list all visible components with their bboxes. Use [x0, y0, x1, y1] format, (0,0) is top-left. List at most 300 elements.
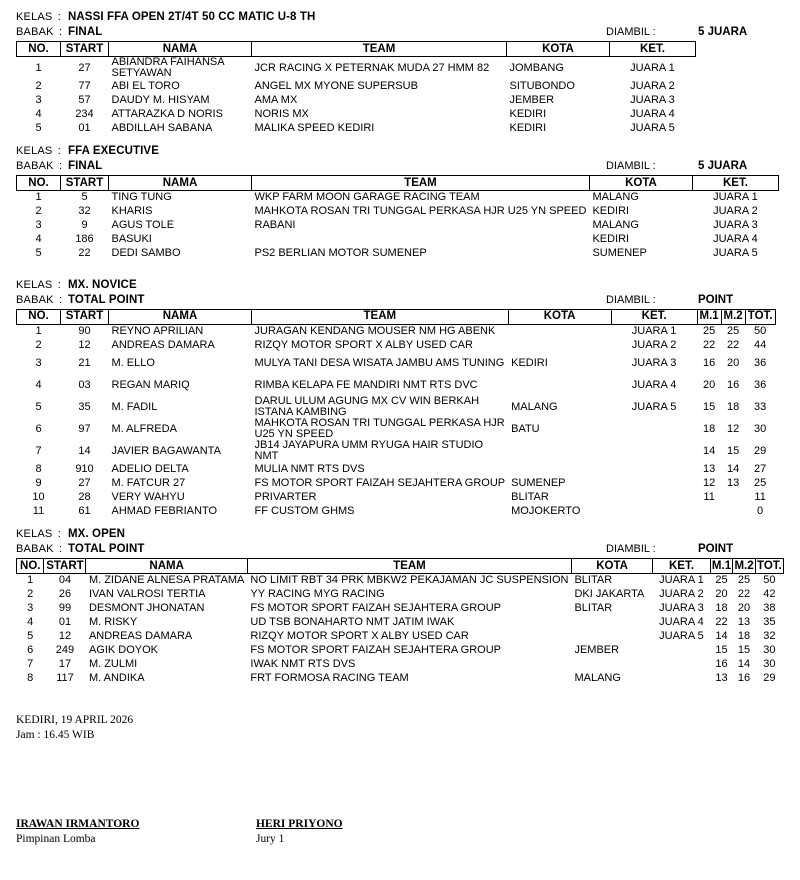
cell-no: 5: [27, 630, 34, 642]
cell-ket: JUARA 1: [659, 574, 704, 587]
cell-ket: [611, 462, 697, 476]
cell-no: 2: [35, 205, 42, 217]
cell-nama: M. FATCUR 27: [111, 476, 186, 489]
cell-kota: [508, 324, 611, 338]
cell-start: 14: [78, 444, 91, 457]
cell-kota: DKI JAKARTA: [574, 588, 645, 600]
cell-team: MALIKA SPEED KEDIRI: [254, 121, 375, 134]
cell-no: 4: [35, 378, 42, 391]
cell-m2: 25: [726, 324, 740, 337]
cell-team: PRIVARTER: [254, 490, 317, 503]
cell-nama: BASUKI: [111, 233, 152, 245]
cell-team: RIMBA KELAPA FE MANDIRI NMT RTS DVC: [254, 378, 478, 391]
table-row: [17, 504, 776, 518]
table-row: [17, 247, 779, 261]
cell-start: 35: [78, 400, 91, 413]
cell-m2: 16: [726, 378, 740, 391]
cell-tot: 36: [753, 356, 767, 369]
cell-kota: KEDIRI: [592, 233, 630, 245]
cell-nama: M. ELLO: [111, 356, 155, 369]
table-header-row: [17, 176, 779, 191]
table-row: [17, 352, 776, 374]
cell-ket: [653, 672, 711, 686]
col-header-tot: TOT.: [757, 559, 782, 572]
cell-team: NORIS MX: [254, 107, 309, 120]
babak-row: [16, 293, 784, 308]
cell-tot: 29: [763, 672, 776, 684]
cell-nama: ABIANDRA FAIHANSA SETYAWAN: [111, 56, 224, 79]
cell-m2: 12: [726, 422, 740, 435]
cell-start: 04: [58, 574, 72, 587]
section-gap: [16, 136, 784, 144]
cell-kota: KEDIRI: [511, 356, 548, 369]
cell-nama: M. ALFREDA: [111, 422, 177, 435]
cell-ket: JUARA 2: [713, 205, 758, 217]
table-row: [17, 658, 784, 672]
cell-nama: ATTARAZKA D NORIS: [111, 107, 223, 120]
table-header-row: [17, 559, 784, 574]
col-header-start: START: [61, 309, 109, 324]
cell-team: YY RACING MYG RACING: [250, 588, 385, 600]
cell-ket: [611, 476, 697, 490]
cell-start: 27: [78, 476, 91, 489]
cell-no: 1: [35, 61, 42, 74]
cell-kota: BLITAR: [574, 574, 613, 587]
kelas-value: MX. NOVICE: [68, 278, 137, 291]
diambil-label: DIAMBIL :: [606, 543, 656, 555]
babak-value: TOTAL POINT: [68, 293, 145, 306]
cell-no: 7: [35, 444, 42, 457]
cell-ket: JUARA 2: [631, 338, 677, 351]
cell-m2: 25: [737, 574, 751, 587]
babak-label: BABAK :: [16, 543, 63, 555]
section-gap: [16, 519, 784, 527]
table-row: [17, 574, 784, 588]
diambil-label: DIAMBIL :: [606, 293, 656, 306]
cell-ket: JUARA 2: [659, 588, 704, 600]
cell-tot: 50: [753, 324, 767, 337]
cell-tot: 33: [753, 400, 767, 413]
cell-team: [252, 233, 590, 247]
cell-ket: JUARA 4: [713, 233, 758, 245]
cell-nama: M. ZULMI: [88, 658, 138, 670]
cell-ket: JUARA 1: [713, 191, 758, 204]
footer-place-date: KEDIRI, 19 APRIL 2026: [16, 713, 134, 726]
cell-m2: 18: [737, 630, 751, 642]
table-row: [17, 462, 776, 476]
cell-m2: 20: [726, 356, 740, 369]
cell-m2: 14: [726, 462, 740, 475]
cell-nama: ADELIO DELTA: [111, 462, 189, 475]
cell-m1: 20: [702, 378, 716, 391]
cell-start: 77: [78, 79, 91, 92]
cell-nama: TING TUNG: [111, 191, 172, 204]
babak-row: [16, 159, 784, 174]
table-row: [17, 602, 784, 616]
babak-label: BABAK :: [16, 293, 63, 306]
cell-start: 90: [78, 324, 91, 337]
cell-kota: MALANG: [592, 219, 639, 231]
cell-no: 6: [27, 644, 34, 656]
cell-start: 17: [58, 658, 72, 670]
cell-team: FRT FORMOSA RACING TEAM: [250, 672, 409, 684]
cell-m1: 15: [715, 644, 728, 656]
cell-no: 1: [27, 574, 34, 587]
cell-no: 9: [35, 476, 42, 489]
cell-ket: JUARA 1: [631, 324, 677, 337]
cell-start: 234: [75, 107, 94, 120]
col-header-start: START: [61, 42, 109, 57]
cell-m2: 14: [737, 658, 751, 670]
cell-team: FS MOTOR SPORT FAIZAH SEJAHTERA GROUP: [254, 476, 506, 489]
results-table: [16, 558, 784, 686]
cell-tot: 29: [753, 444, 767, 457]
cell-no: 11: [32, 504, 45, 517]
cell-nama: ABDILLAH SABANA: [111, 121, 213, 134]
diambil-label: DIAMBIL :: [606, 160, 656, 172]
table-row: [17, 396, 776, 418]
section-1: [16, 144, 784, 261]
cell-team: JCR RACING X PETERNAK MUDA 27 HMM 82: [254, 61, 490, 74]
cell-m1: 11: [703, 490, 715, 503]
cell-nama: KHARIS: [111, 205, 153, 217]
babak-row: [16, 25, 784, 40]
cell-start: 99: [58, 602, 72, 614]
cell-tot: 35: [763, 616, 776, 628]
sections-container: [16, 10, 784, 695]
cell-no: 1: [35, 191, 42, 204]
table-row: [17, 588, 784, 602]
cell-tot: 50: [763, 574, 776, 587]
cell-no: 5: [35, 247, 42, 259]
table-row: [17, 440, 776, 462]
cell-tot: 27: [753, 462, 767, 475]
cell-m1: [697, 504, 721, 518]
cell-nama: AHMAD FEBRIANTO: [111, 504, 218, 517]
col-header-tot: TOT.: [745, 309, 775, 324]
table-row: [17, 418, 776, 440]
col-header-kota: KOTA: [589, 176, 692, 191]
cell-m2: 15: [726, 444, 740, 457]
footer-time: Jam : 16.45 WIB: [16, 728, 95, 741]
cell-ket: JUARA 5: [631, 400, 677, 413]
cell-no: 1: [35, 324, 42, 337]
cell-m1: 15: [702, 400, 716, 413]
cell-tot: 36: [753, 378, 767, 391]
cell-start: 910: [75, 462, 94, 475]
cell-m1: 16: [702, 356, 716, 369]
kelas-row: [16, 527, 784, 542]
col-header-team: TEAM: [247, 559, 571, 574]
kelas-label: KELAS :: [16, 145, 61, 157]
kelas-value: FFA EXECUTIVE: [68, 145, 159, 157]
col-header-nama: NAMA: [86, 559, 247, 574]
diambil-label: DIAMBIL :: [606, 26, 656, 38]
cell-no: 3: [27, 602, 34, 614]
cell-ket: JUARA 4: [631, 378, 677, 391]
cell-ket: JUARA 3: [659, 602, 704, 614]
cell-start: 32: [78, 205, 91, 217]
kelas-label: KELAS :: [16, 278, 61, 291]
cell-team: PS2 BERLIAN MOTOR SUMENEP: [254, 247, 427, 259]
section-0: [16, 10, 784, 135]
cell-team: FS MOTOR SPORT FAIZAH SEJAHTERA GROUP: [250, 602, 502, 614]
cell-m1: 13: [702, 462, 716, 475]
cell-team: MULIA NMT RTS DVS: [254, 462, 365, 475]
cell-no: 2: [35, 79, 42, 92]
col-header-kota: KOTA: [571, 559, 652, 574]
cell-team: JURAGAN KENDANG MOUSER NM HG ABENK: [254, 324, 496, 337]
cell-team: IWAK NMT RTS DVS: [250, 658, 356, 670]
cell-no: 5: [35, 400, 42, 413]
cell-team: DARUL ULUM AGUNG MX CV WIN BERKAH ISTANA KAMBING: [254, 396, 480, 418]
table-row: [17, 233, 779, 247]
col-header-no: NO.: [17, 559, 44, 574]
cell-m1: 22: [702, 338, 716, 351]
table-row: [17, 644, 784, 658]
table-row: [17, 324, 776, 338]
cell-tot: 0: [757, 504, 764, 517]
table-row: [17, 374, 776, 396]
cell-ket: JUARA 3: [713, 219, 758, 231]
col-header-team: TEAM: [252, 176, 590, 191]
cell-m2: 22: [726, 338, 740, 351]
cell-team: FS MOTOR SPORT FAIZAH SEJAHTERA GROUP: [250, 644, 502, 656]
table-row: [17, 219, 779, 233]
cell-tot: 38: [763, 602, 776, 614]
cell-tot: 30: [753, 422, 767, 435]
col-header-team: TEAM: [252, 42, 507, 57]
table-header-row: [17, 309, 776, 324]
cell-nama: IVAN VALROSI TERTIA: [88, 588, 206, 600]
cell-nama: VERY WAHYU: [111, 490, 185, 503]
section-3: [16, 527, 784, 686]
table-row: [17, 191, 779, 205]
cell-start: 5: [81, 191, 88, 204]
col-header-start: START: [44, 559, 86, 574]
cell-m1: 16: [715, 658, 728, 670]
cell-nama: DAUDY M. HISYAM: [111, 93, 210, 106]
col-header-m1: M.1: [711, 559, 732, 572]
cell-start: 186: [75, 233, 94, 245]
cell-no: 3: [35, 93, 42, 106]
cell-m2: [721, 490, 745, 504]
cell-kota: [571, 630, 652, 644]
cell-m2: 22: [737, 588, 751, 600]
cell-kota: KEDIRI: [592, 205, 630, 217]
cell-start: 22: [78, 247, 91, 259]
cell-no: 4: [27, 616, 34, 628]
diambil-value: POINT: [698, 543, 734, 555]
cell-m1: 20: [715, 588, 728, 600]
babak-row: [16, 542, 784, 557]
cell-kota: MOJOKERTO: [511, 504, 581, 517]
cell-ket: [653, 658, 711, 672]
diambil-value: POINT: [698, 293, 734, 306]
cell-no: 3: [35, 356, 42, 369]
babak-value: FINAL: [68, 160, 103, 172]
cell-ket: JUARA 5: [630, 121, 675, 134]
cell-kota: [571, 658, 652, 672]
signature-0: [16, 817, 256, 847]
cell-nama: ANDREAS DAMARA: [88, 630, 193, 642]
col-header-ket: KET.: [653, 559, 711, 574]
cell-nama: M. ZIDANE ALNESA PRATAMA: [88, 574, 245, 587]
cell-kota: [571, 616, 652, 630]
table-row: [17, 672, 784, 686]
cell-nama: JAVIER BAGAWANTA: [111, 444, 221, 457]
col-header-ket: KET.: [692, 176, 778, 191]
cell-kota: [508, 440, 611, 462]
cell-kota: SUMENEP: [511, 476, 566, 489]
signature-1: [256, 817, 496, 847]
cell-start: 9: [81, 219, 88, 231]
cell-tot: 30: [763, 644, 776, 656]
cell-m2: 20: [737, 602, 751, 614]
cell-team: MULYA TANI DESA WISATA JAMBU AMS TUNING: [254, 356, 505, 369]
kelas-value: NASSI FFA OPEN 2T/4T 50 CC MATIC U-8 TH: [68, 11, 316, 23]
cell-tot: 30: [763, 658, 776, 670]
cell-no: 8: [27, 672, 34, 684]
results-table: [16, 175, 779, 261]
babak-label: BABAK :: [16, 160, 63, 172]
table-row: [17, 338, 776, 352]
section-gap: [16, 262, 784, 278]
table-row: [17, 205, 779, 219]
cell-start: 01: [78, 121, 91, 134]
cell-ket: JUARA 3: [631, 356, 677, 369]
cell-no: 3: [35, 219, 42, 231]
cell-kota: JEMBER: [509, 93, 555, 106]
table-row: [17, 57, 696, 80]
cell-team: FF CUSTOM GHMS: [254, 504, 355, 517]
cell-m2: 16: [737, 672, 751, 684]
table-row: [17, 93, 696, 107]
cell-no: 2: [27, 588, 34, 600]
kelas-label: KELAS :: [16, 11, 61, 23]
table-row: [17, 476, 776, 490]
col-header-ket: KET.: [611, 309, 697, 324]
cell-nama: DEDI SAMBO: [111, 247, 181, 259]
col-header-nama: NAMA: [109, 42, 252, 57]
cell-team: MAHKOTA ROSAN TRI TUNGGAL PERKASA HJR U25 YN SPEED: [254, 418, 505, 440]
cell-kota: MALANG: [592, 191, 639, 204]
cell-no: 7: [27, 658, 34, 670]
section-2: [16, 278, 784, 519]
cell-no: 4: [35, 233, 42, 245]
cell-start: 117: [56, 672, 74, 684]
cell-kota: BLITAR: [574, 602, 613, 614]
cell-team: UD TSB BONAHARTO NMT JATIM IWAK: [250, 616, 455, 628]
cell-kota: JEMBER: [574, 644, 620, 656]
cell-ket: JUARA 5: [659, 630, 704, 642]
cell-start: 61: [78, 504, 91, 517]
table-header-row: [17, 42, 696, 57]
col-header-nama: NAMA: [109, 176, 252, 191]
diambil-value: 5 JUARA: [698, 160, 748, 172]
cell-m1: 14: [715, 630, 728, 642]
cell-start: 03: [78, 378, 91, 391]
signature-role: Jury 1: [256, 832, 285, 845]
signature-role: Pimpinan Lomba: [16, 832, 96, 845]
cell-tot: 32: [763, 630, 776, 642]
footer-block: [0, 713, 800, 743]
cell-ket: [611, 504, 697, 518]
cell-kota: SITUBONDO: [509, 79, 575, 92]
results-table: [16, 41, 696, 135]
table-row: [17, 490, 776, 504]
cell-start: 01: [58, 616, 72, 628]
cell-team: MAHKOTA ROSAN TRI TUNGGAL PERKASA HJR U25 YN SPEED: [254, 205, 587, 217]
kelas-value: MX. OPEN: [68, 528, 126, 540]
table-row: [17, 616, 784, 630]
cell-nama: REGAN MARIQ: [111, 378, 190, 391]
cell-nama: ABI EL TORO: [111, 79, 180, 92]
results-table: [16, 309, 776, 519]
cell-team: RABANI: [254, 219, 296, 231]
kelas-row: [16, 144, 784, 159]
table-row: [17, 79, 696, 93]
col-header-start: START: [61, 176, 109, 191]
cell-nama: AGIK DOYOK: [88, 644, 159, 656]
col-header-m1: M.1: [697, 309, 721, 324]
cell-ket: JUARA 4: [659, 616, 704, 628]
cell-tot: 42: [763, 588, 776, 600]
cell-no: 10: [32, 490, 45, 503]
cell-kota: KEDIRI: [509, 121, 547, 134]
cell-nama: DESMONT JHONATAN: [88, 602, 205, 614]
diambil-value: 5 JUARA: [698, 26, 748, 38]
cell-ket: JUARA 2: [630, 79, 675, 92]
col-header-team: TEAM: [252, 309, 509, 324]
cell-m1: 18: [715, 602, 728, 614]
col-header-m2: M.2: [721, 309, 745, 324]
cell-no: 6: [35, 422, 42, 435]
col-header-no: NO.: [17, 42, 61, 57]
cell-team: WKP FARM MOON GARAGE RACING TEAM: [254, 191, 480, 204]
cell-kota: KEDIRI: [509, 107, 547, 120]
col-header-kota: KOTA: [507, 42, 610, 57]
cell-kota: SUMENEP: [592, 247, 647, 259]
cell-start: 57: [78, 93, 91, 106]
cell-team: NO LIMIT RBT 34 PRK MBKW2 PEKAJAMAN JC SUSPENSION: [250, 574, 569, 587]
cell-kota: MALANG: [574, 672, 621, 684]
kelas-row: [16, 278, 784, 293]
cell-m2: [721, 504, 745, 518]
cell-nama: REYNO APRILIAN: [111, 324, 204, 337]
cell-m1: 14: [702, 444, 716, 457]
col-header-nama: NAMA: [109, 309, 252, 324]
cell-m1: 25: [702, 324, 716, 337]
cell-team: JB14 JAYAPURA UMM RYUGA HAIR STUDIO NMT: [254, 440, 484, 462]
cell-team: ANGEL MX MYONE SUPERSUB: [254, 79, 418, 92]
cell-m1: 13: [715, 672, 728, 684]
cell-m1: 22: [715, 616, 728, 628]
cell-team: RIZQY MOTOR SPORT X ALBY USED CAR: [250, 630, 469, 642]
cell-m2: 18: [726, 400, 740, 413]
cell-start: 28: [78, 490, 91, 503]
col-header-m2: M.2: [734, 559, 754, 572]
col-header-kota: KOTA: [508, 309, 611, 324]
col-header-no: NO.: [17, 176, 61, 191]
cell-kota: BLITAR: [511, 490, 549, 503]
table-row: [17, 121, 696, 135]
cell-ket: JUARA 5: [713, 247, 758, 259]
signature-name: HERI PRIYONO: [256, 817, 343, 830]
cell-tot: 11: [754, 490, 766, 503]
cell-tot: 25: [753, 476, 767, 489]
cell-start: 21: [78, 356, 91, 369]
